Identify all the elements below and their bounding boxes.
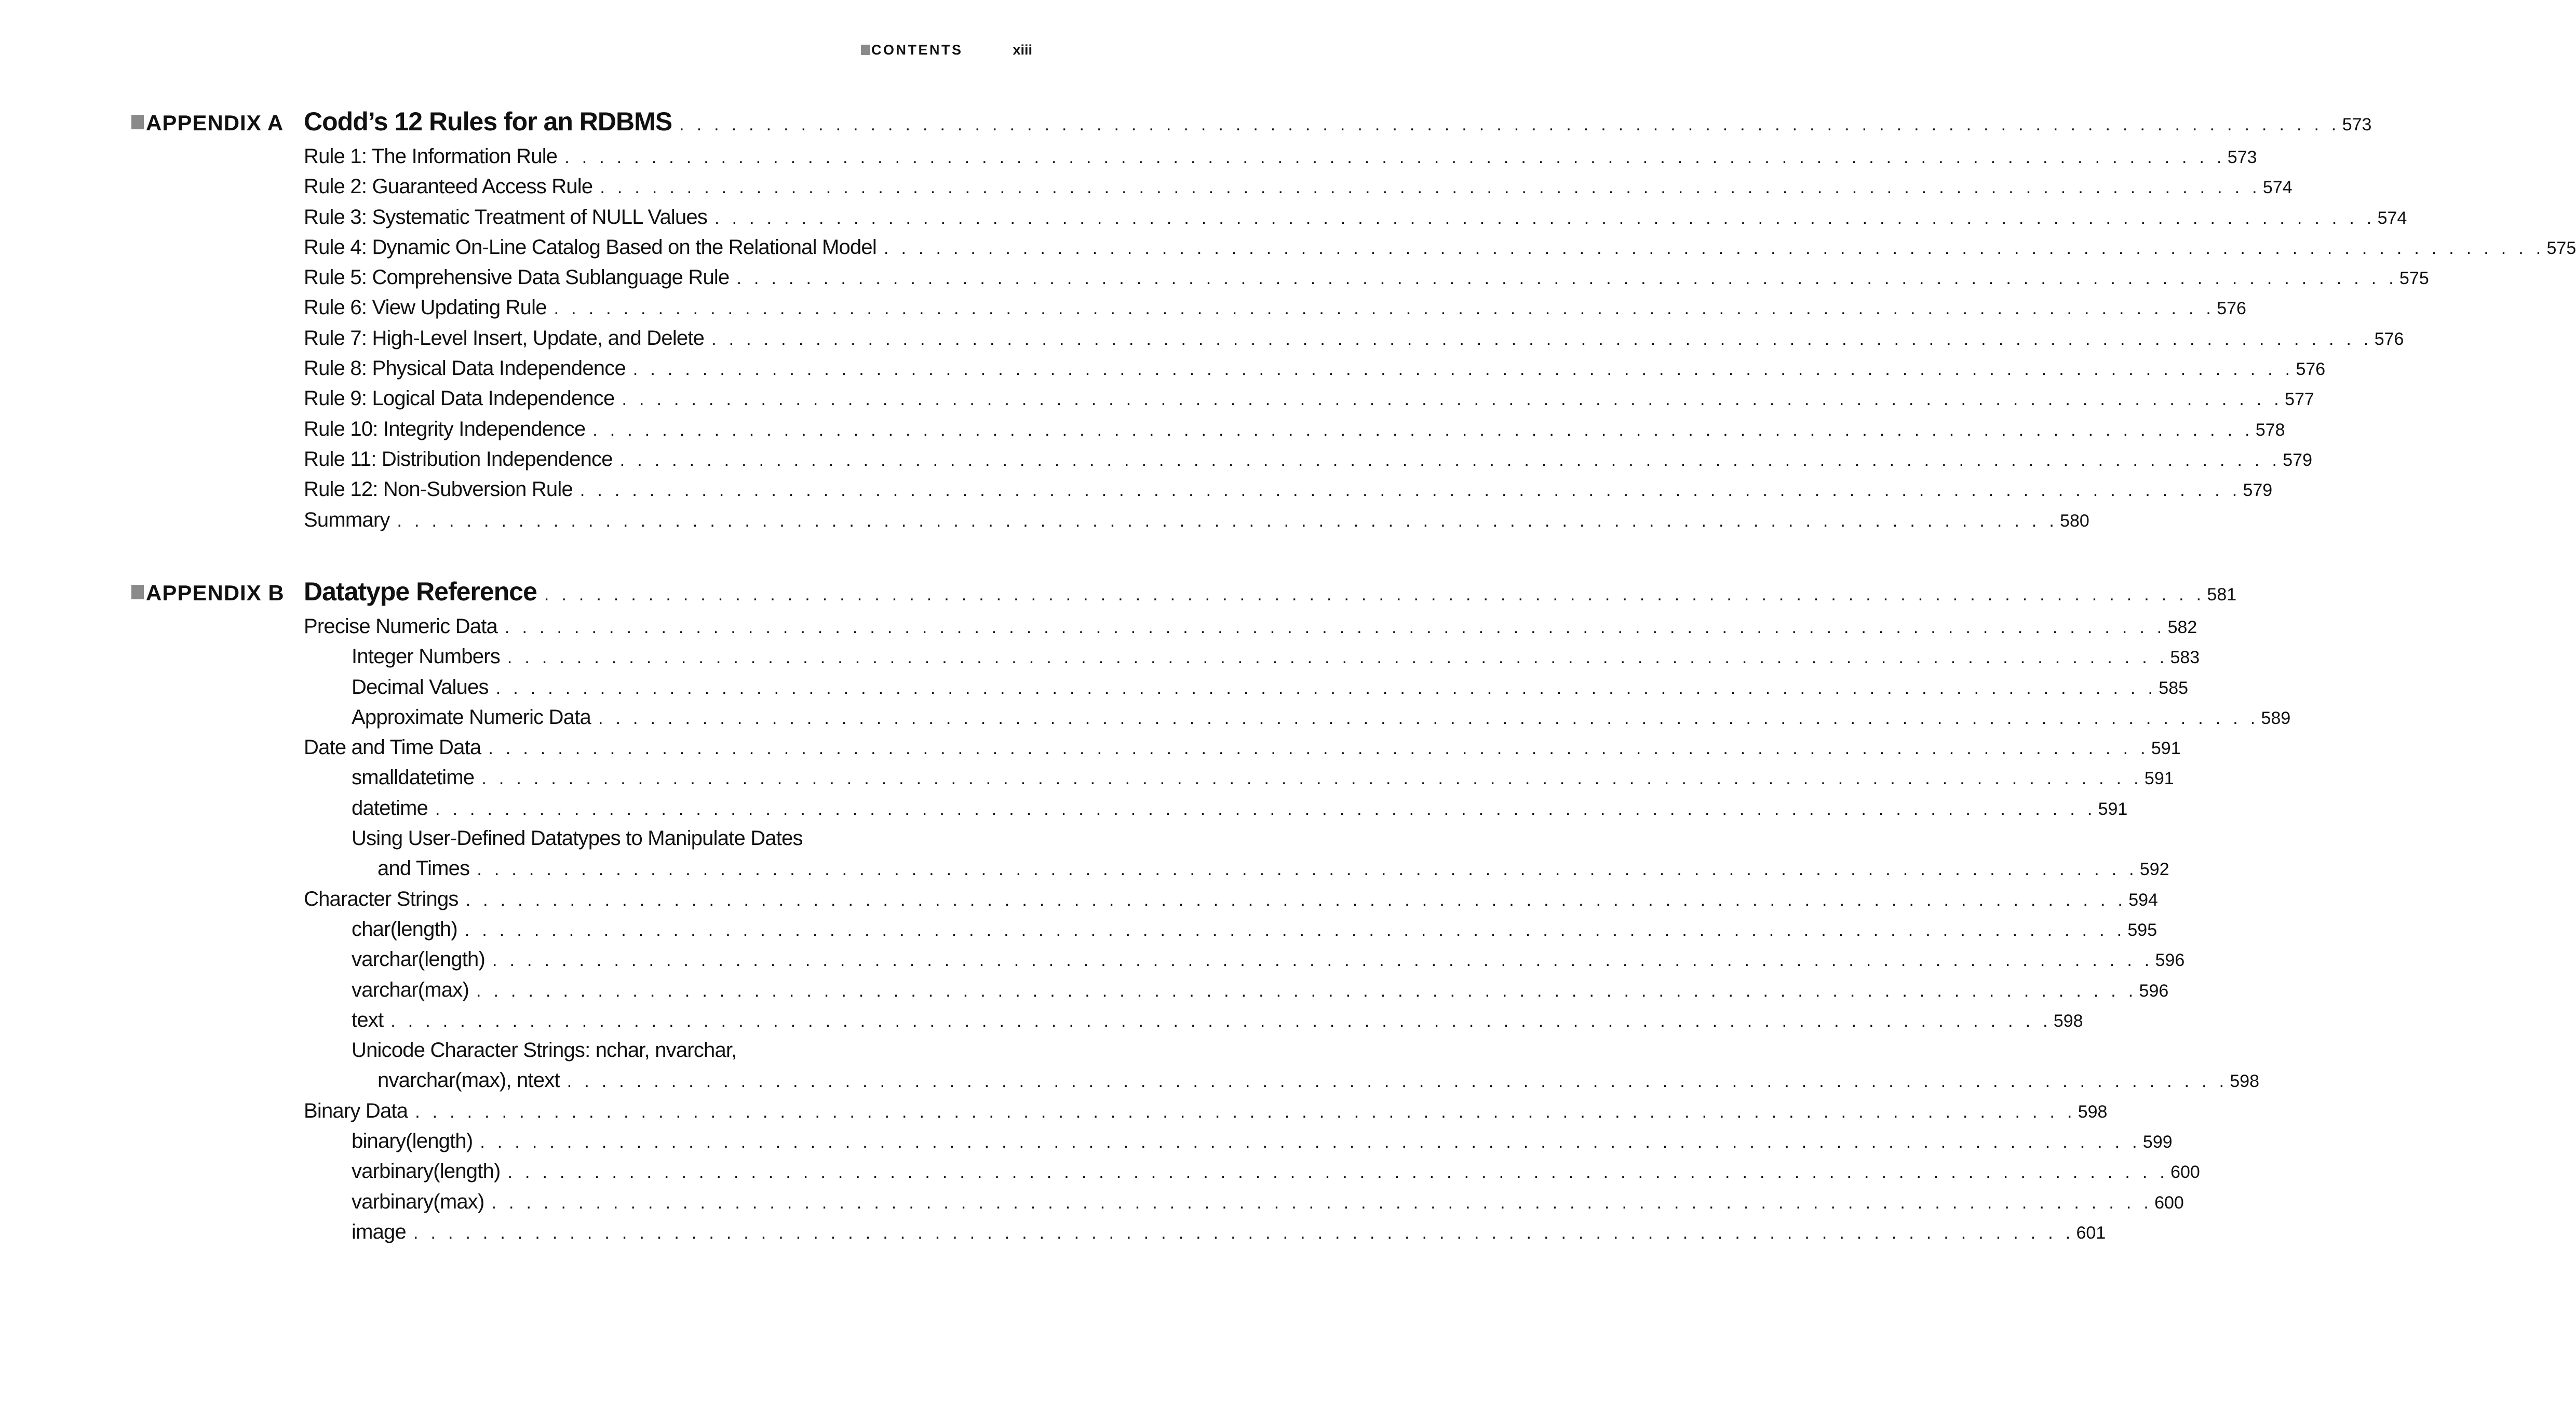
dot-leader: . . . . . . . . . . . . . . . . . . . . . . . . . . . . . . . . . . . . . . . . . . . . . . . . . . . . . . . . . . . . . . . . . . . . . . . . . . . . . . . . . . . . . . . . . . . . . . . . [507, 648, 2168, 668]
appendix-title: Datatype Reference [304, 577, 537, 606]
dot-leader: . . . . . . . . . . . . . . . . . . . . . . . . . . . . . . . . . . . . . . . . . . . . . . . . . . . . . . . . . . . . . . . . . . . . . . . . . . . . . . . . . . . . . . . . . . . . . . . . [465, 890, 2127, 910]
toc-entry-title: Character Strings [304, 887, 458, 910]
toc-entry-title: Rule 7: High-Level Insert, Update, and Delete [304, 326, 705, 350]
appendix-heading [131, 576, 2237, 615]
dot-leader: . . . . . . . . . . . . . . . . . . . . . . . . . . . . . . . . . . . . . . . . . . . . . . . . . . . . . . . . . . . . . . . . . . . . . . . . . . . . . . . . . . . . . . . . . . . . . . . . [492, 950, 2153, 971]
appendix-label-text: APPENDIX B [146, 581, 285, 605]
toc-entry-title: datetime [352, 796, 428, 820]
toc-entry[interactable] [304, 675, 2189, 706]
toc-entry-page: 576 [2217, 299, 2246, 319]
toc-entry-page: 573 [2227, 147, 2257, 167]
toc-entry[interactable] [304, 796, 2128, 827]
toc-entry[interactable] [304, 175, 2292, 205]
toc-entry-title: Approximate Numeric Data [352, 705, 591, 729]
toc-entry[interactable] [304, 1069, 2260, 1099]
toc-entry-title: Rule 2: Guaranteed Access Rule [304, 175, 593, 198]
toc-entry[interactable] [304, 948, 2185, 978]
dot-leader: . . . . . . . . . . . . . . . . . . . . . . . . . . . . . . . . . . . . . . . . . . . . . . . . . . . . . . . . . . . . . . . . . . . . . . . . . . . . . . . . . . . . . . . . . . . . . . . . [600, 178, 2261, 198]
dot-leader: . . . . . . . . . . . . . . . . . . . . . . . . . . . . . . . . . . . . . . . . . . . . . . . . . . . . . . . . . . . . . . . . . . . . . . . . . . . . . . . . . . . . . . . . . . . . . . . . [480, 1132, 2141, 1152]
toc-entry[interactable] [304, 645, 2200, 675]
toc-entry-page: 596 [2155, 950, 2185, 971]
toc-entry-page: 579 [2283, 450, 2312, 470]
toc-entry-page: 598 [2078, 1102, 2108, 1122]
toc-entry-page: 594 [2128, 890, 2158, 910]
toc-entry-title: Rule 6: View Updating Rule [304, 296, 547, 319]
toc-entry-page: 580 [2060, 511, 2089, 531]
toc-entry-page: 591 [2144, 769, 2174, 789]
appendix-page-number: 573 [2342, 115, 2372, 135]
toc-entry-page: 582 [2167, 617, 2197, 637]
toc-entry-title: char(length) [352, 917, 457, 941]
dot-leader: . . . . . . . . . . . . . . . . . . . . . . . . . . . . . . . . . . . . . . . . . . . . . . . . . . . . . . . . . . . . . . . . . . . . . . . . . . . . . . . . . . . . . . . . . . . . . . . . [477, 860, 2138, 880]
dot-leader: . . . . . . . . . . . . . . . . . . . . . . . . . . . . . . . . . . . . . . . . . . . . . . . . . . . . . . . . . . . . . . . . . . . . . . . . . . . . . . . . . . . . . . . . . . . . . . . . [883, 238, 2545, 258]
dot-leader: . . . . . . . . . . . . . . . . . . . . . . . . . . . . . . . . . . . . . . . . . . . . . . . . . . . . . . . . . . . . . . . . . . . . . . . . . . . . . . . . . . . . . . . . . . . . . . . . [397, 511, 2058, 531]
toc-entry-page: 591 [2098, 799, 2128, 819]
toc-entry-list [304, 615, 2291, 1251]
toc-entry-page: 589 [2261, 708, 2291, 728]
toc-entry-page: 577 [2285, 390, 2314, 410]
toc-entry-list [304, 145, 2576, 539]
toc-entry-title: text [352, 1008, 384, 1031]
toc-entry-title: Rule 12: Non-Subversion Rule [304, 478, 573, 501]
dot-leader: . . . . . . . . . . . . . . . . . . . . . . . . . . . . . . . . . . . . . . . . . . . . . . . . . . . . . . . . . . . . . . . . . . . . . . . . . . . . . . . . . . . . . . . . . . . . . . . . [507, 1162, 2169, 1183]
appendix-title: Codd’s 12 Rules for an RDBMS [304, 107, 672, 136]
toc-entry[interactable] [304, 1008, 2083, 1039]
toc-entry-title: Rule 4: Dynamic On-Line Catalog Based on the Relational Model [304, 235, 876, 259]
toc-entry-title: Unicode Character Strings: nchar, nvarchar, [352, 1039, 737, 1062]
appendix-label [131, 111, 304, 136]
toc-entry[interactable] [304, 1190, 2184, 1220]
toc-entry-title: varchar(max) [352, 978, 469, 1001]
toc-entry-title: varchar(length) [352, 948, 485, 971]
appendix-title-line[interactable] [304, 106, 2371, 137]
toc-entry-page: 595 [2127, 920, 2157, 940]
dot-leader: . . . . . . . . . . . . . . . . . . . . . . . . . . . . . . . . . . . . . . . . . . . . . . . . . . . . . . . . . . . . . . . . . . . . . . . . . . . . . . . . . . . . . . . . . . . . . . . . [564, 147, 2226, 167]
toc-entry[interactable] [304, 387, 2314, 417]
toc-entry-title: Integer Numbers [352, 645, 500, 668]
toc-entry-page: 576 [2374, 329, 2404, 349]
toc-entry[interactable] [304, 357, 2326, 387]
toc-entry[interactable] [304, 857, 2169, 887]
appendix-label-text: APPENDIX A [146, 111, 284, 135]
toc-entry-title: Rule 1: The Information Rule [304, 145, 558, 168]
dot-leader: . . . . . . . . . . . . . . . . . . . . . . . . . . . . . . . . . . . . . . . . . . . . . . . . . . . . . . . . . . . . . . . . . . . . . . . . . . . . . . . . . . . . . . . . . . . . . . . . [592, 420, 2254, 440]
toc-entry[interactable] [304, 417, 2285, 448]
toc-entry[interactable] [304, 145, 2257, 175]
toc-entry-page: 579 [2243, 480, 2273, 501]
toc-entry[interactable] [304, 508, 2089, 539]
appendix-label [131, 581, 304, 606]
toc-entry-title: Date and Time Data [304, 736, 481, 759]
toc-entry[interactable] [304, 326, 2404, 357]
dot-leader: . . . . . . . . . . . . . . . . . . . . . . . . . . . . . . . . . . . . . . . . . . . . . . . . . . . . . . . . . . . . . . . . . . . . . . . . . . . . . . . . . . . . . . . . . . . . . . . . [619, 450, 2281, 470]
toc-entry-page: 598 [2053, 1011, 2083, 1031]
toc-entry-page: 598 [2230, 1071, 2260, 1092]
dot-leader: . . . . . . . . . . . . . . . . . . . . . . . . . . . . . . . . . . . . . . . . . . . . . . . . . . . . . . . . . . . . . . . . . . . . . . . . . . . . . . . . . . . . . . . . . . . . . . . . [495, 678, 2157, 698]
dot-leader: . . . . . . . . . . . . . . . . . . . . . . . . . . . . . . . . . . . . . . . . . . . . . . . . . . . . . . . . . . . . . . . . . . . . . . . . . . . . . . . . . . . . . . . . . . . . . . . . [464, 920, 2126, 940]
running-head [861, 38, 1032, 61]
toc-entry[interactable] [304, 1130, 2173, 1160]
appendix-a-section [131, 106, 2576, 539]
running-head-section [861, 42, 963, 58]
dot-leader: . . . . . . . . . . . . . . . . . . . . . . . . . . . . . . . . . . . . . . . . . . . . . . . . . . . . . . . . . . . . . . . . . . . . . . . . . . . . . . . . . . . . . . . . . . . . . . . . [714, 208, 2376, 228]
toc-entry[interactable] [304, 615, 2197, 645]
toc-entry-page: 592 [2139, 860, 2169, 880]
toc-entry-page: 583 [2170, 648, 2200, 668]
toc-entry-page: 575 [2399, 269, 2429, 289]
toc-entry[interactable] [304, 736, 2181, 766]
toc-entry-page: 575 [2546, 238, 2576, 258]
toc-entry[interactable] [304, 1099, 2108, 1130]
dot-leader: . . . . . . . . . . . . . . . . . . . . . . . . . . . . . . . . . . . . . . . . . . . . . . . . . . . . . . . . . . . . . . . . . . . . . . . . . . . . . . . . . . . . . . . . . . . . . . . . [413, 1223, 2074, 1243]
toc-entry-title: and Times [377, 857, 470, 880]
toc-entry-title: Precise Numeric Data [304, 615, 498, 638]
toc-entry-title: image [352, 1220, 406, 1243]
dot-leader: . . . . . . . . . . . . . . . . . . . . . . . . . . . . . . . . . . . . . . . . . . . . . . . . . . . . . . . . . . . . . . . . . . . . . . . . . . . . . . . . . . . . . . . . . . . . . . . . [491, 1192, 2153, 1213]
dot-leader: . . . . . . . . . . . . . . . . . . . . . . . . . . . . . . . . . . . . . . . . . . . . . . . . . . . . . . . . . . . . . . . . . . . . . . . . . . . . . . . . . . . . . . . . . . . . . . . . [567, 1071, 2228, 1092]
toc-entry-title: Rule 8: Physical Data Independence [304, 357, 626, 380]
toc-entry-title: varbinary(length) [352, 1160, 501, 1183]
toc-entry[interactable] [304, 235, 2576, 266]
toc-entry-title: Rule 10: Integrity Independence [304, 417, 586, 440]
dot-leader: . . . . . . . . . . . . . . . . . . . . . . . . . . . . . . . . . . . . . . . . . . . . . . . . . . . . . . . . . . . . . . . . . . . . . . . . . . . . . . . . . . . . . . . . . . . . . . . . [554, 299, 2215, 319]
toc-entry-page: 574 [2377, 208, 2407, 228]
toc-entry[interactable] [304, 1160, 2200, 1190]
toc-entry-title: binary(length) [352, 1130, 473, 1153]
toc-entry-page: 600 [2154, 1192, 2184, 1213]
dot-leader: . . . . . . . . . . . . . . . . . . . . . . . . . . . . . . . . . . . . . . . . . . . . . . . . . . . . . . . . . . . . . . . . . . . . . . . . . . . . . . . . . . . . . . . . . . . . . . . . [544, 585, 2205, 605]
dot-leader: . . . . . . . . . . . . . . . . . . . . . . . . . . . . . . . . . . . . . . . . . . . . . . . . . . . . . . . . . . . . . . . . . . . . . . . . . . . . . . . . . . . . . . . . . . . . . . . . [736, 269, 2398, 289]
dot-leader: . . . . . . . . . . . . . . . . . . . . . . . . . . . . . . . . . . . . . . . . . . . . . . . . . . . . . . . . . . . . . . . . . . . . . . . . . . . . . . . . . . . . . . . . . . . . . . . . [632, 359, 2294, 380]
toc-entry[interactable] [304, 887, 2158, 918]
toc-entry-page: 574 [2262, 178, 2292, 198]
gray-square-icon [861, 45, 870, 55]
appendix-page-number: 581 [2207, 585, 2237, 605]
toc-entry[interactable] [304, 478, 2273, 508]
page-number: xiii [1013, 42, 1032, 58]
toc-entry[interactable] [304, 827, 949, 857]
appendix-heading [131, 106, 2372, 145]
toc-entry-title: Rule 3: Systematic Treatment of NULL Values [304, 205, 708, 229]
toc-entry-page: 600 [2170, 1162, 2200, 1183]
toc-entry-title: nvarchar(max), ntext [377, 1069, 560, 1092]
appendix-title-line[interactable] [304, 576, 2236, 607]
toc-entry-title: varbinary(max) [352, 1190, 484, 1213]
toc-entry[interactable] [304, 766, 2174, 796]
toc-entry-page: 601 [2076, 1223, 2106, 1243]
dot-leader: . . . . . . . . . . . . . . . . . . . . . . . . . . . . . . . . . . . . . . . . . . . . . . . . . . . . . . . . . . . . . . . . . . . . . . . . . . . . . . . . . . . . . . . . . . . . . . . . [711, 329, 2372, 349]
dot-leader: . . . . . . . . . . . . . . . . . . . . . . . . . . . . . . . . . . . . . . . . . . . . . . . . . . . . . . . . . . . . . . . . . . . . . . . . . . . . . . . . . . . . . . . . . . . . . . . . [435, 799, 2096, 819]
dot-leader: . . . . . . . . . . . . . . . . . . . . . . . . . . . . . . . . . . . . . . . . . . . . . . . . . . . . . . . . . . . . . . . . . . . . . . . . . . . . . . . . . . . . . . . . . . . . . . . . [598, 708, 2259, 728]
toc-entry-title: Binary Data [304, 1099, 408, 1122]
dot-leader: . . . . . . . . . . . . . . . . . . . . . . . . . . . . . . . . . . . . . . . . . . . . . . . . . . . . . . . . . . . . . . . . . . . . . . . . . . . . . . . . . . . . . . . . . . . . . . . . [488, 739, 2149, 759]
toc-entry-page: 576 [2296, 359, 2326, 380]
toc-entry-title: Decimal Values [352, 675, 489, 699]
toc-entry-page: 591 [2151, 739, 2181, 759]
toc-entry-title: Using User-Defined Datatypes to Manipulate Dates [352, 827, 803, 850]
toc-entry-page: 596 [2139, 981, 2169, 1001]
toc-entry-title: Rule 5: Comprehensive Data Sublanguage Rule [304, 266, 730, 289]
toc-entry-page: 578 [2255, 420, 2285, 440]
dot-leader: . . . . . . . . . . . . . . . . . . . . . . . . . . . . . . . . . . . . . . . . . . . . . . . . . . . . . . . . . . . . . . . . . . . . . . . . . . . . . . . . . . . . . . . . . . . . . . . . [415, 1102, 2076, 1122]
running-head-title: CONTENTS [871, 42, 963, 58]
dot-leader: . . . . . . . . . . . . . . . . . . . . . . . . . . . . . . . . . . . . . . . . . . . . . . . . . . . . . . . . . . . . . . . . . . . . . . . . . . . . . . . . . . . . . . . . . . . . . . . . [481, 769, 2142, 789]
toc-entry-page: 599 [2142, 1132, 2173, 1152]
toc-entry-title: Rule 9: Logical Data Independence [304, 387, 615, 410]
dot-leader: . . . . . . . . . . . . . . . . . . . . . . . . . . . . . . . . . . . . . . . . . . . . . . . . . . . . . . . . . . . . . . . . . . . . . . . . . . . . . . . . . . . . . . . . . . . . . . . . [390, 1011, 2052, 1031]
toc-entry[interactable] [304, 296, 2246, 326]
toc-entry[interactable] [304, 205, 2407, 236]
gray-square-icon [131, 115, 144, 129]
dot-leader: . . . . . . . . . . . . . . . . . . . . . . . . . . . . . . . . . . . . . . . . . . . . . . . . . . . . . . . . . . . . . . . . . . . . . . . . . . . . . . . . . . . . . . . . . . . . . . . . [679, 115, 2340, 135]
toc-entry-title: smalldatetime [352, 766, 475, 789]
toc-entry[interactable] [304, 705, 2291, 736]
dot-leader: . . . . . . . . . . . . . . . . . . . . . . . . . . . . . . . . . . . . . . . . . . . . . . . . . . . . . . . . . . . . . . . . . . . . . . . . . . . . . . . . . . . . . . . . . . . . . . . . [476, 981, 2137, 1001]
toc-entry[interactable] [304, 978, 2169, 1009]
toc-entry[interactable] [304, 1220, 2106, 1251]
toc-entry[interactable] [304, 266, 2429, 296]
appendix-b-section [131, 576, 2291, 1251]
toc-entry-page: 585 [2159, 678, 2189, 698]
toc-entry[interactable] [304, 1039, 949, 1069]
toc-entry-title: Rule 11: Distribution Independence [304, 447, 613, 471]
toc-entry[interactable] [304, 447, 2312, 478]
dot-leader: . . . . . . . . . . . . . . . . . . . . . . . . . . . . . . . . . . . . . . . . . . . . . . . . . . . . . . . . . . . . . . . . . . . . . . . . . . . . . . . . . . . . . . . . . . . . . . . . [505, 617, 2166, 637]
toc-entry-title: Summary [304, 508, 390, 531]
dot-leader: . . . . . . . . . . . . . . . . . . . . . . . . . . . . . . . . . . . . . . . . . . . . . . . . . . . . . . . . . . . . . . . . . . . . . . . . . . . . . . . . . . . . . . . . . . . . . . . . [579, 480, 2241, 501]
gray-square-icon [131, 585, 144, 599]
dot-leader: . . . . . . . . . . . . . . . . . . . . . . . . . . . . . . . . . . . . . . . . . . . . . . . . . . . . . . . . . . . . . . . . . . . . . . . . . . . . . . . . . . . . . . . . . . . . . . . . [622, 390, 2283, 410]
toc-entry[interactable] [304, 917, 2157, 948]
